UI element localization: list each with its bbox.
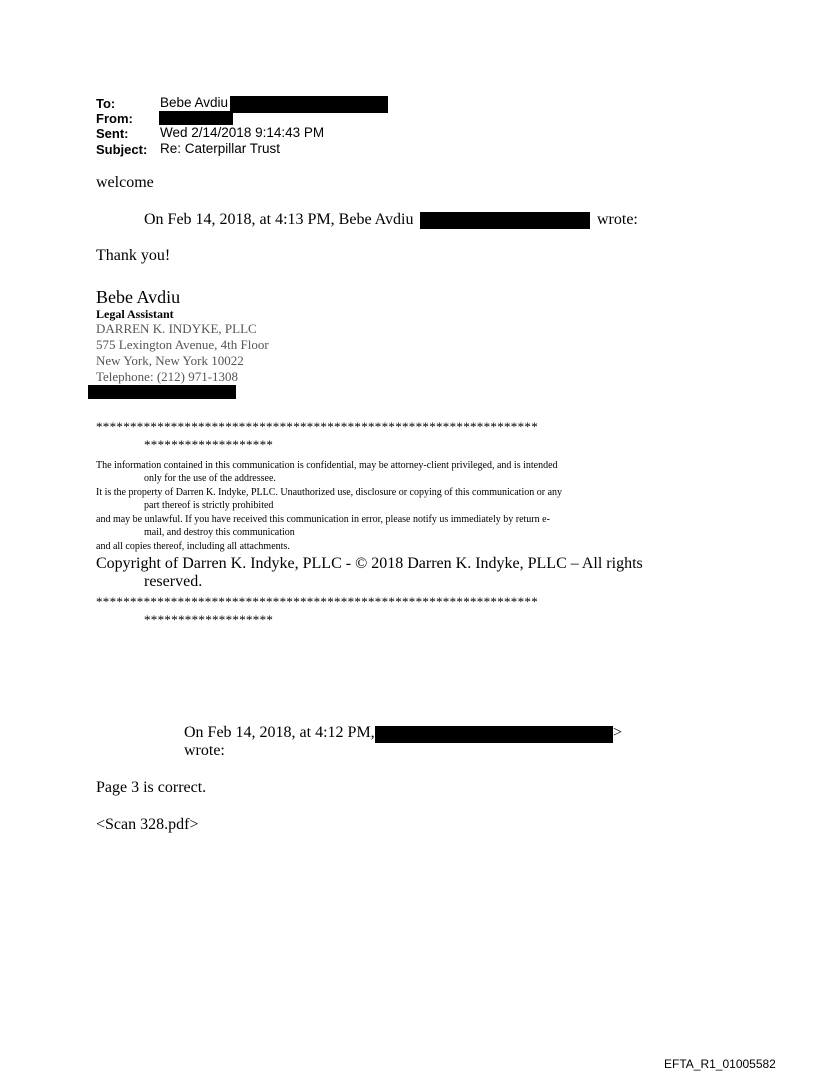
document-id: EFTA_R1_01005582 bbox=[664, 1057, 776, 1071]
to-value: Bebe Avdiu bbox=[160, 95, 229, 110]
quote-header-1: On Feb 14, 2018, at 4:13 PM, Bebe Avdiu bbox=[144, 211, 414, 228]
signature-telephone: Telephone: (212) 971-1308 bbox=[96, 369, 239, 384]
disclaimer-line: The information contained in this communication is confidential, may be attorney-client privileged, and is intended bbox=[96, 460, 558, 471]
thanks-text: Thank you! bbox=[96, 247, 171, 264]
separator-stars: ******************* bbox=[144, 612, 274, 627]
redaction-bar bbox=[375, 726, 613, 743]
subject-label: Subject: bbox=[96, 142, 148, 157]
signature-address-1: 575 Lexington Avenue, 4th Floor bbox=[96, 337, 269, 352]
disclaimer-line: only for the use of the addressee. bbox=[144, 473, 276, 484]
page-note-text: Page 3 is correct. bbox=[96, 779, 207, 796]
sent-value: Wed 2/14/2018 9:14:43 PM bbox=[160, 125, 325, 140]
separator-stars: ******************* bbox=[144, 437, 274, 452]
attachment-link[interactable]: <Scan 328.pdf> bbox=[96, 816, 199, 833]
quote-header-2-wrote: wrote: bbox=[184, 742, 225, 759]
disclaimer-line: mail, and destroy this communication bbox=[144, 527, 295, 538]
disclaimer-line: It is the property of Darren K. Indyke, PLLC. Unauthorized use, disclosure or copying of this communication or any bbox=[96, 487, 563, 498]
signature-address-2: New York, New York 10022 bbox=[96, 353, 244, 368]
from-label: From: bbox=[96, 111, 133, 126]
redaction-bar bbox=[230, 96, 388, 113]
disclaimer-line: and all copies thereof, including all attachments. bbox=[96, 541, 290, 552]
redaction-bar bbox=[88, 385, 236, 399]
separator-stars: ***************************************************************** bbox=[96, 419, 538, 434]
signature-title: Legal Assistant bbox=[96, 307, 174, 321]
subject-value: Re: Caterpillar Trust bbox=[160, 141, 281, 156]
signature-firm: DARREN K. INDYKE, PLLC bbox=[96, 321, 257, 336]
signature-name: Bebe Avdiu bbox=[96, 287, 181, 307]
quote-header-2-gt: > bbox=[613, 724, 623, 741]
disclaimer-line: part thereof is strictly prohibited bbox=[144, 500, 274, 511]
quote-header-1-wrote: wrote: bbox=[597, 211, 638, 228]
quote-header-2: On Feb 14, 2018, at 4:12 PM, bbox=[184, 724, 375, 741]
copyright-line: reserved. bbox=[144, 573, 203, 590]
separator-stars: ***************************************************************** bbox=[96, 594, 538, 609]
disclaimer-line: and may be unlawful. If you have received this communication in error, please notify us immediately by return e- bbox=[96, 514, 550, 525]
redaction-bar bbox=[159, 111, 233, 125]
to-label: To: bbox=[96, 96, 116, 111]
sent-label: Sent: bbox=[96, 126, 129, 141]
reply-text: welcome bbox=[96, 174, 154, 191]
redaction-bar bbox=[420, 212, 590, 229]
copyright-line: Copyright of Darren K. Indyke, PLLC - © 2018 Darren K. Indyke, PLLC – All rights bbox=[96, 555, 643, 572]
